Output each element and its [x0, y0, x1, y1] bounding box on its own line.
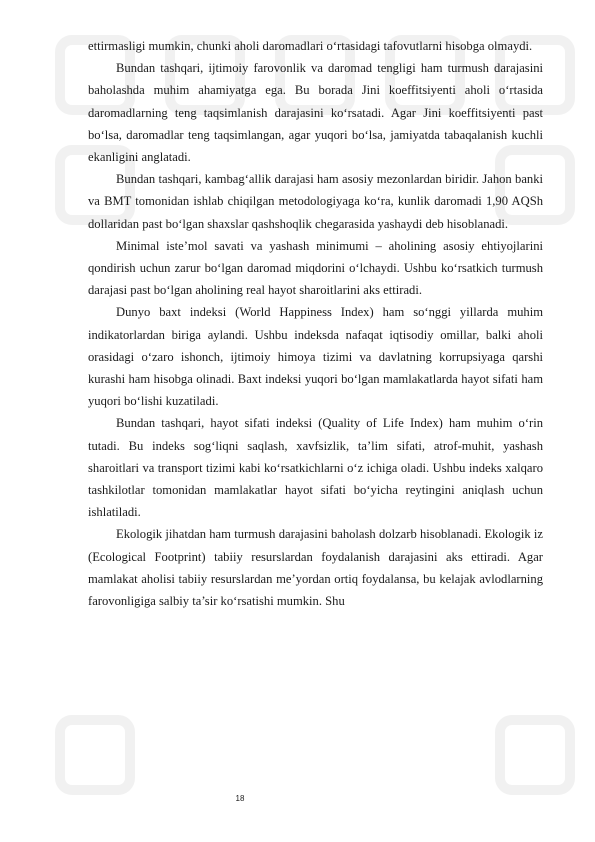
page-number: 18 — [235, 794, 245, 803]
paragraph-4: Minimal iste’mol savati va yashash minimumi – aholining asosiy ehtiyojlarini qondirish uchun zarur bo‘lgan daromad miqdorini o‘lchaydi. Ushbu ko‘rsatkich turmush darajasi past bo‘lgan aholining real hayot sharoitlarini aks ettiradi. — [88, 238, 543, 298]
document-body — [88, 35, 543, 612]
paragraph-3: Bundan tashqari, kambag‘allik darajasi ham asosiy mezonlardan biridir. Jahon banki va BMT tomonidan ishlab chiqilgan metodologiyaga ko‘ra, kunlik daromadi 1,90 AQSh dollaridan past bo‘lgan shaxslar qashshoqlik chegarasida yashaydi deb hisoblanadi. — [88, 172, 543, 231]
paragraph-2: Bundan tashqari, ijtimoiy farovonlik va daromad tengligi ham turmush darajasini baholashda muhim ahamiyatga ega. Bu borada Jini koeffitsiyenti aholi o‘rtasida daromadlarning teng taqsimlanish darajasini ko‘rsatadi. Agar Jini koeffitsiyenti past bo‘lsa, daromadlar teng taqsimlangan, agar yuqori bo‘lsa, jamiyatda tabaqalanish kuchli ekanligini anglatadi. — [88, 61, 543, 165]
paragraph-5: Dunyo baxt indeksi (World Happiness Index) ham so‘nggi yillarda muhim indikatorlardan biriga aylandi. Ushbu indeksda nafaqat iqtisodiy omillar, balki aholi orasidagi o‘zaro ishonch, ijtimoiy himoya tizimi va davlatning korrupsiyaga qarshi kurashi ham hisobga olinadi. Baxt indeksi yuqori bo‘lgan mamlakatlarda hayot sifati ham yuqori bo‘lishi kuzatiladi. — [88, 305, 543, 409]
paragraph-7: Ekologik jihatdan ham turmush darajasini baholash dolzarb hisoblanadi. Ekologik iz (Ecological Footprint) tabiiy resurslardan foydalanish darajasini aks ettiradi. Agar mamlakat aholisi tabiiy resurslardan me’yordan ortiq foydalansa, bu kelajak avlodlarning farovonligiga salbiy ta’sir ko‘rsatishi mumkin. Shu — [88, 527, 543, 609]
paragraph-1: ettirmasligi mumkin, chunki aholi daromadlari o‘rtasidagi tafovutlarni hisobga olmaydi. — [88, 39, 533, 53]
paragraph-6: Bundan tashqari, hayot sifati indeksi (Quality of Life Index) ham muhim o‘rin tutadi. Bu indeks sog‘liqni saqlash, xavfsizlik, ta’lim sifati, atrof-muhit, yashash sharoitlari va transport tizimi kabi ko‘rsatkichlarni o‘z ichiga oladi. Ushbu indeks xalqaro tashkilotlar tomonidan mamlakatlar hayot sifati bo‘yicha reytingini aniqlash uchun ishlatiladi. — [88, 416, 543, 520]
